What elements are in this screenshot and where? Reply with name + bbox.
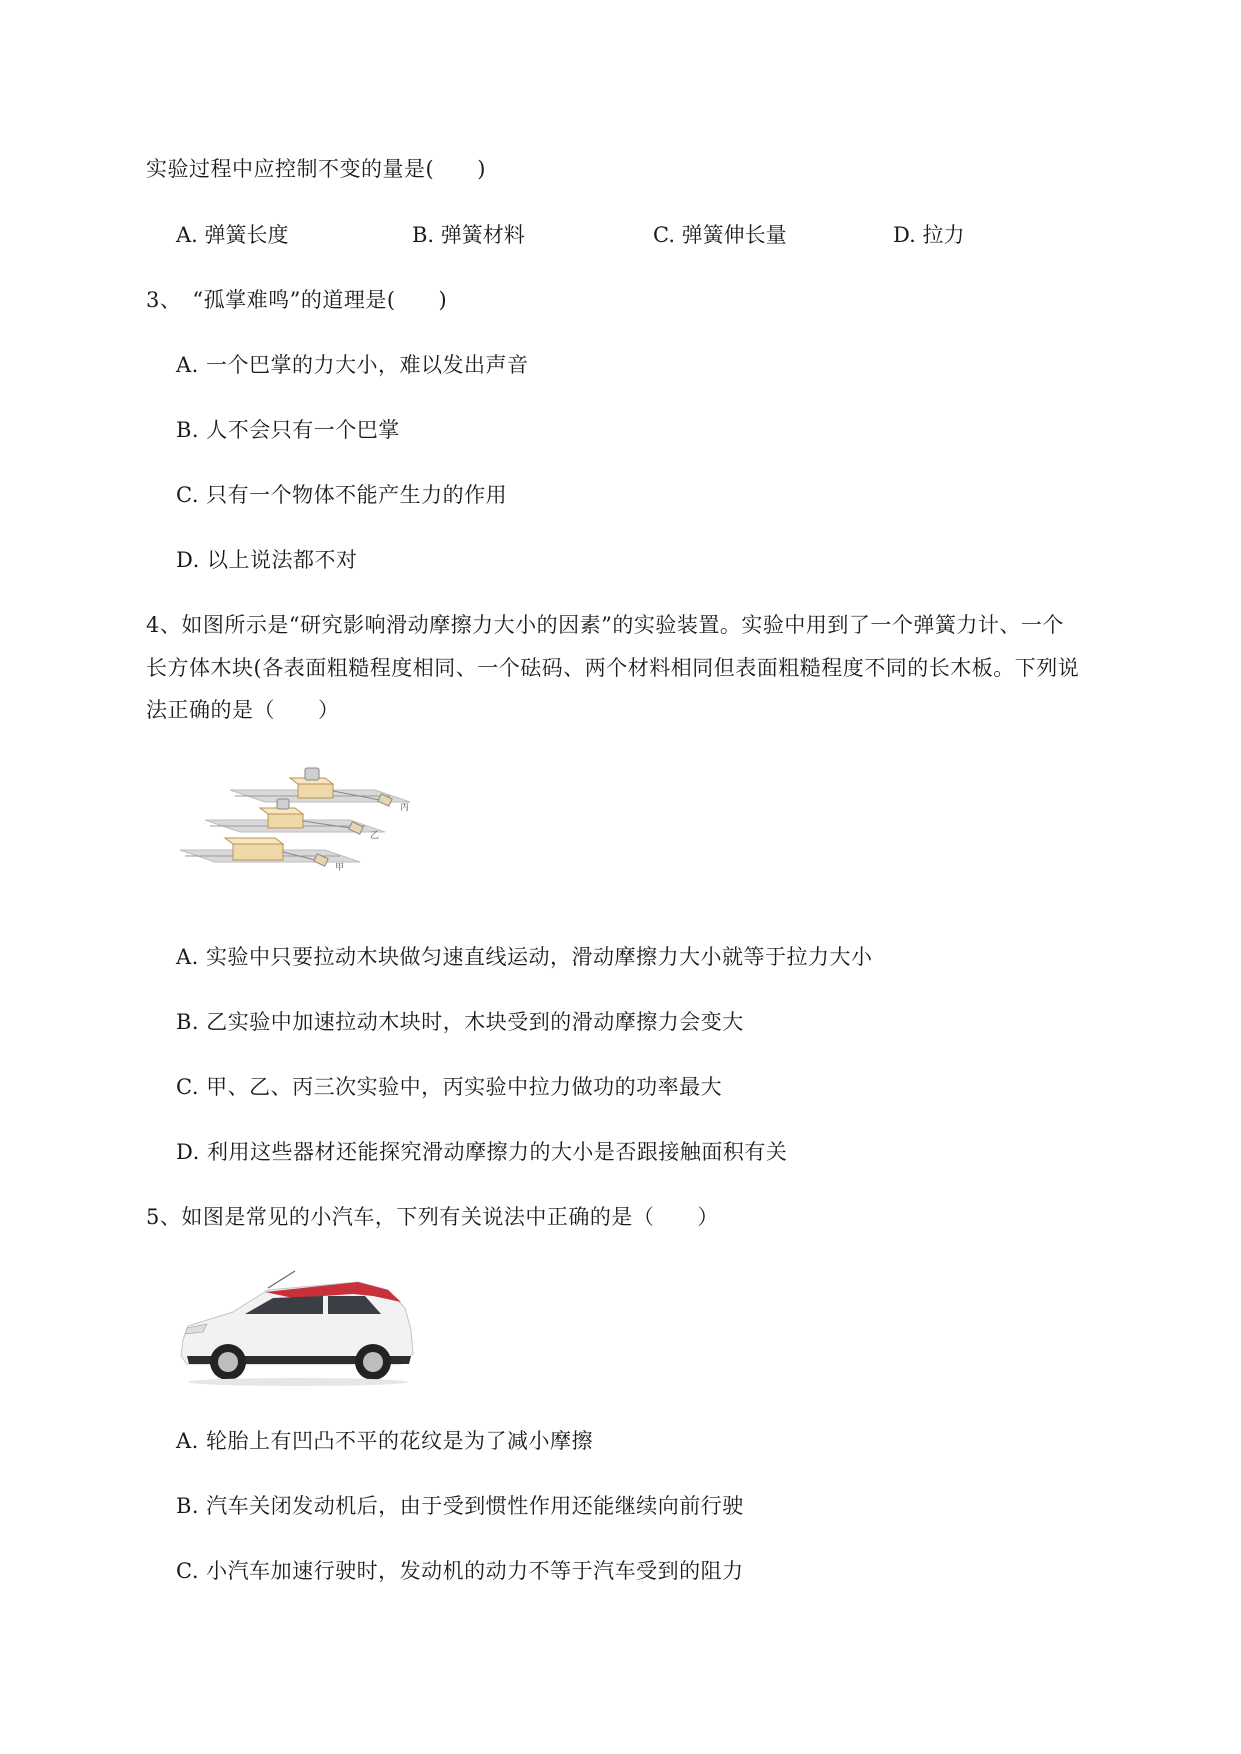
q3-option-a: A. 一个巴掌的力大小，难以发出声音 bbox=[176, 353, 529, 377]
q2-stem: 实验过程中应控制不变的量是( ) bbox=[146, 157, 486, 181]
q4-option-d: D. 利用这些器材还能探究滑动摩擦力的大小是否跟接触面积有关 bbox=[176, 1140, 788, 1164]
car-figure bbox=[173, 1268, 423, 1388]
q4-stem-line-1: 4、如图所示是“研究影响滑动摩擦力大小的因素”的实验装置。实验中用到了一个弹簧力计、一个 bbox=[146, 613, 1064, 637]
q2-option-b: B. 弹簧材料 bbox=[412, 223, 525, 247]
q4-option-b: B. 乙实验中加速拉动木块时，木块受到的滑动摩擦力会变大 bbox=[176, 1010, 744, 1034]
q5-stem: 5、如图是常见的小汽车，下列有关说法中正确的是（ ） bbox=[146, 1205, 719, 1229]
q2-option-d: D. 拉力 bbox=[893, 223, 965, 247]
q2-option-a: A. 弹簧长度 bbox=[176, 223, 289, 247]
q5-option-a: A. 轮胎上有凹凸不平的花纹是为了减小摩擦 bbox=[176, 1429, 594, 1453]
q3-option-c: C. 只有一个物体不能产生力的作用 bbox=[176, 483, 508, 507]
q4-stem-line-2: 长方体木块(各表面粗糙程度相同、一个砝码、两个材料相同但表面粗糙程度不同的长木板。下列说 bbox=[146, 656, 1080, 680]
figure-label-jia: 甲 bbox=[335, 863, 345, 873]
figure-label-bing: 丙 bbox=[400, 803, 410, 813]
friction-experiment-figure bbox=[175, 760, 435, 895]
q3-stem: 3、 “孤掌难鸣”的道理是( ) bbox=[146, 288, 448, 312]
q3-option-d: D. 以上说法都不对 bbox=[176, 548, 358, 572]
q2-option-c: C. 弹簧伸长量 bbox=[653, 223, 787, 247]
q5-option-c: C. 小汽车加速行驶时，发动机的动力不等于汽车受到的阻力 bbox=[176, 1559, 744, 1583]
q4-option-c: C. 甲、乙、丙三次实验中，丙实验中拉力做功的功率最大 bbox=[176, 1075, 723, 1099]
figure-label-yi: 乙 bbox=[370, 831, 380, 841]
q3-option-b: B. 人不会只有一个巴掌 bbox=[176, 418, 400, 442]
q5-option-b: B. 汽车关闭发动机后，由于受到惯性作用还能继续向前行驶 bbox=[176, 1494, 744, 1518]
q4-stem-line-3: 法正确的是（ ） bbox=[146, 698, 340, 722]
q4-option-a: A. 实验中只要拉动木块做匀速直线运动，滑动摩擦力大小就等于拉力大小 bbox=[176, 945, 873, 969]
